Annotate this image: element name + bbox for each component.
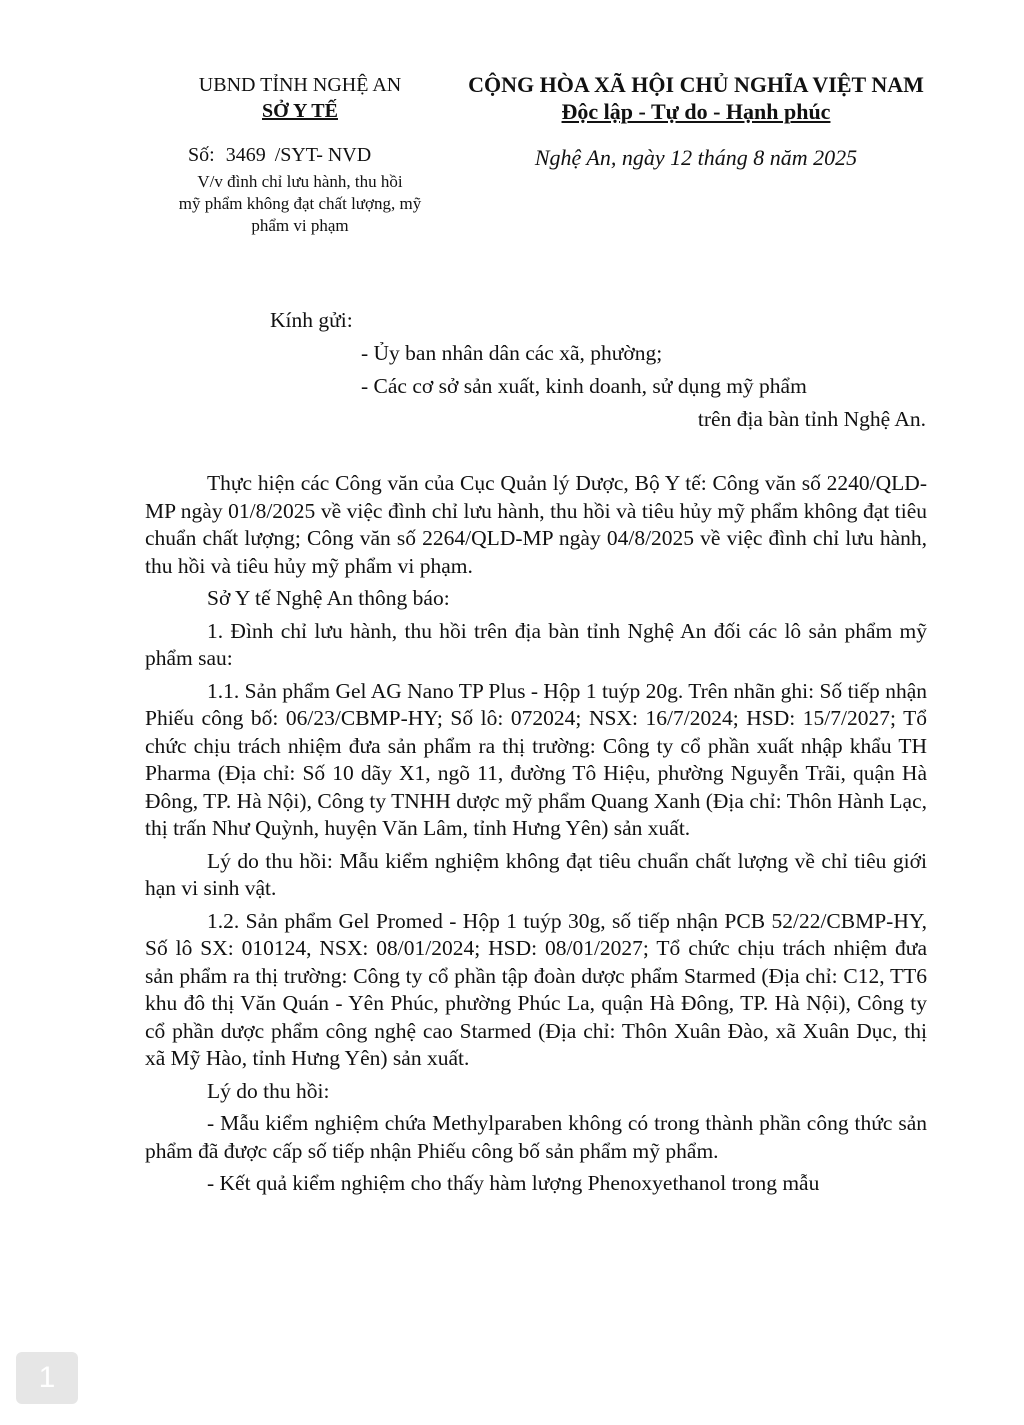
intro-paragraph: Thực hiện các Công văn của Cục Quản lý Dược, Bộ Y tế: Công văn số 2240/QLD-MP ngày 01/8/2025 về việc đình chỉ lưu hành, thu hồi và tiêu hủy mỹ phẩm không đạt tiêu chuẩn chất lượng; Công văn số 2264/QLD-MP ngày 04/8/2025 về việc đình chỉ lưu hành, thu hồi và tiêu hủy mỹ phẩm vi phạm. xyxy=(145,471,927,578)
number-label: Số: xyxy=(188,144,215,166)
number-value: 3469 xyxy=(225,144,266,166)
subject-line: mỹ phẩm không đạt chất lượng, mỹ xyxy=(178,194,422,213)
department-name: SỞ Y TẾ xyxy=(262,100,338,122)
reason-2a-paragraph: - Mẫu kiểm nghiệm chứa Methylparaben không có trong thành phần công thức sản phẩm đã được cấp số tiếp nhận Phiếu công bố sản phẩm mỹ phẩm. xyxy=(145,1111,927,1163)
item-1-paragraph: 1. Đình chỉ lưu hành, thu hồi trên địa bàn tỉnh Nghệ An đối các lô sản phẩm mỹ phẩm sau: xyxy=(145,618,927,670)
national-motto: Độc lập - Tự do - Hạnh phúc xyxy=(561,99,831,124)
document-body xyxy=(145,470,927,1203)
place-date: Nghệ An, ngày 12 tháng 8 năm 2025 xyxy=(534,145,858,170)
country-name: CỘNG HÒA XÃ HỘI CHỦ NGHĨA VIỆT NAM xyxy=(468,72,924,97)
subject-line: phẩm vi phạm xyxy=(251,216,349,235)
recipient-line: - Ủy ban nhân dân các xã, phường; xyxy=(361,341,663,365)
recipient-line: trên địa bàn tỉnh Nghệ An. xyxy=(697,407,926,431)
document-subject xyxy=(140,171,460,237)
item-1-2-paragraph: 1.2. Sản phẩm Gel Promed - Hộp 1 tuýp 30g, số tiếp nhận PCB 52/22/CBMP-HY, Số lô SX: 010124, NSX: 08/01/2024; HSD: 08/01/2027; Tổ chức chịu trách nhiệm đưa sản phẩm ra thị trường: Công ty cổ phần tập đoàn dược phẩm Starmed (Địa chỉ: C12, TT6 khu đô thị Văn Quán - Yên Phúc, phường Phúc La, quận Hà Đông, TP. Hà Nội), Công ty cổ phần dược phẩm công nghệ cao Starmed (Địa chỉ: Thôn Xuân Đào, xã Xuân Dục, thị xã Mỹ Hào, tỉnh Hưng Yên) sản xuất. xyxy=(145,908,927,1070)
authority-name: UBND TỈNH NGHỆ AN xyxy=(198,74,402,96)
document-number xyxy=(188,143,371,167)
recipient-line: - Các cơ sở sản xuất, kinh doanh, sử dụng mỹ phẩm xyxy=(361,374,807,398)
page-number-badge[interactable]: 1 xyxy=(16,1352,78,1404)
reason-1-paragraph: Lý do thu hồi: Mẫu kiểm nghiệm không đạt tiêu chuẩn chất lượng về chỉ tiêu giới hạn vi sinh vật. xyxy=(145,848,927,900)
recipients-label: Kính gửi: xyxy=(270,308,353,332)
number-suffix: /SYT- NVD xyxy=(274,144,372,166)
subject-line: V/v đình chỉ lưu hành, thu hồi xyxy=(197,172,403,191)
reason-2b-paragraph: - Kết quả kiểm nghiệm cho thấy hàm lượng Phenoxyethanol trong mẫu xyxy=(207,1171,820,1195)
item-1-1-paragraph: 1.1. Sản phẩm Gel AG Nano TP Plus - Hộp 1 tuýp 20g. Trên nhãn ghi: Số tiếp nhận Phiếu công bố: 06/23/CBMP-HY; Số lô: 072024; NSX: 16/7/2024; HSD: 15/7/2027; Tổ chức chịu trách nhiệm đưa sản phẩm ra thị trường: Công ty cổ phần xuất nhập khẩu TH Pharma (Địa chỉ: Số 10 dãy X1, ngõ 11, đường Tô Hiệu, phường Nguyễn Trãi, quận Hà Đông, TP. Hà Nội), Công ty TNHH dược mỹ phẩm Quang Xanh (Địa chỉ: Thôn Hành Lạc, thị trấn Như Quỳnh, huyện Văn Lâm, tỉnh Hưng Yên) sản xuất. xyxy=(145,678,927,840)
reason-2-label: Lý do thu hồi: xyxy=(207,1078,330,1103)
notice-paragraph: Sở Y tế Nghệ An thông báo: xyxy=(207,586,450,610)
